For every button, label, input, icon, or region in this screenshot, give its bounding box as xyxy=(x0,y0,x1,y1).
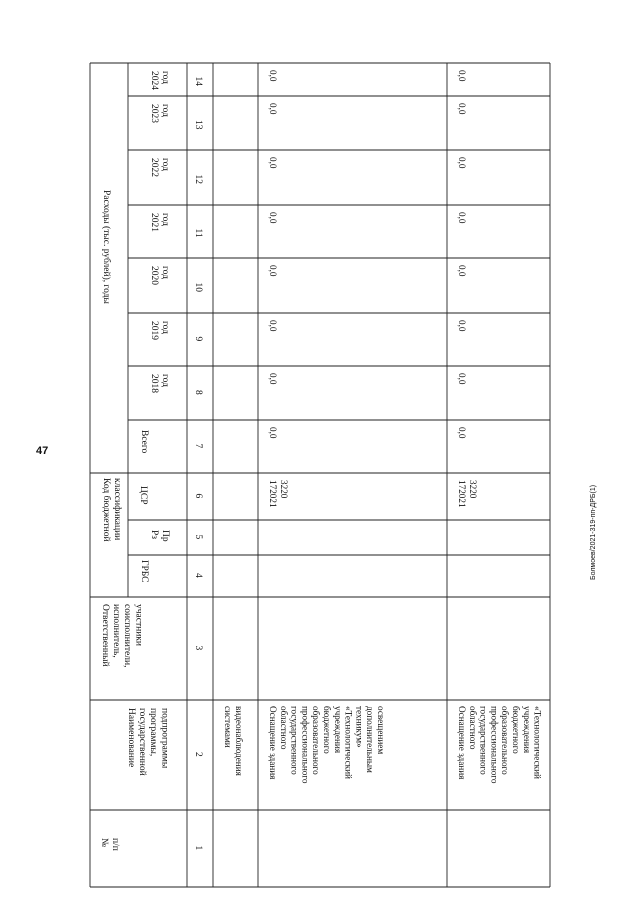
row-1-name-line: видеонаблюдения xyxy=(233,706,244,776)
row-2-name-line: освещением xyxy=(376,706,386,755)
row-3-csr-line: 172021 xyxy=(457,480,467,508)
column-number-10-line: 10 xyxy=(193,282,203,292)
header-col-number-line: п/п xyxy=(110,838,121,851)
row-3-value-col-11 xyxy=(457,212,467,224)
header-year-2019-line: 2019 xyxy=(149,321,159,340)
header-csr-line: ЦСР xyxy=(138,486,148,505)
row-3-name-line: областного xyxy=(467,706,478,750)
row-2-value-col-12 xyxy=(268,157,278,169)
row-2-name-line: Оснащение здания xyxy=(268,706,278,780)
header-year-2021-line: 2021 xyxy=(149,213,159,232)
row-2-value-col-12-line: 0,0 xyxy=(268,157,278,169)
row-2-name-line: учреждения xyxy=(332,706,343,754)
header-year-2019 xyxy=(149,321,170,340)
column-number-6-line: 6 xyxy=(193,493,203,499)
row-2-value-col-7 xyxy=(268,427,278,439)
row-2-name-line: профессионального xyxy=(300,706,311,784)
header-year-2018 xyxy=(149,374,170,393)
column-number-2 xyxy=(193,752,203,757)
row-3-value-col-12-line: 0,0 xyxy=(457,157,467,169)
row-1-name-line: системами xyxy=(223,706,233,748)
column-number-11-line: 11 xyxy=(193,228,203,238)
header-year-2022-line: 2022 xyxy=(149,158,159,177)
column-number-8 xyxy=(193,390,203,395)
column-number-6 xyxy=(193,494,203,499)
row-3-value-col-9 xyxy=(457,320,467,332)
row-3-name-line: учреждения xyxy=(521,706,532,754)
row-3-name-line: бюджетного xyxy=(511,706,521,754)
row-2-value-col-8-line: 0,0 xyxy=(268,373,278,385)
row-3-value-col-10 xyxy=(457,265,467,277)
header-col-responsible-line: исполнитель, xyxy=(111,604,122,658)
column-number-7 xyxy=(193,444,203,449)
header-year-2024-line: 2024 xyxy=(149,71,159,90)
column-number-12 xyxy=(193,175,203,185)
row-3-value-col-14 xyxy=(457,70,467,82)
column-number-5 xyxy=(193,535,203,540)
row-2-name-line: государственного xyxy=(289,706,300,775)
header-col-responsible xyxy=(100,604,143,667)
column-number-4-line: 4 xyxy=(193,573,203,578)
column-number-2-line: 2 xyxy=(193,752,203,757)
header-expenses-line: Расходы (тыс. рублей), годы xyxy=(101,190,111,304)
row-3-value-col-13-line: 0,0 xyxy=(457,103,467,115)
row-2-value-col-14-line: 0,0 xyxy=(268,70,278,82)
row-3-value-col-7 xyxy=(457,427,467,439)
column-number-13 xyxy=(193,120,203,130)
header-year-2020 xyxy=(149,266,170,285)
header-year-2023-line: 2023 xyxy=(149,104,159,123)
row-3-name-line: государственного xyxy=(478,706,489,775)
column-number-8-line: 8 xyxy=(193,390,203,395)
header-col-responsible-line: участники xyxy=(133,604,144,646)
row-3-name-line: «Технологический xyxy=(532,706,543,779)
row-2-name xyxy=(268,706,386,784)
footer-code-text: Болмоев/2021-319-пп-ДРБ(1) xyxy=(590,484,597,580)
header-col-number xyxy=(99,838,120,851)
page-number: 47 xyxy=(36,445,49,457)
row-2-value-col-8 xyxy=(268,373,278,385)
header-year-2019-line: год xyxy=(160,321,171,334)
column-number-14-line: 14 xyxy=(193,76,203,86)
row-3-name-line: образовательного xyxy=(500,706,511,775)
row-3-value-col-9-line: 0,0 xyxy=(457,320,467,332)
row-3-value-col-14-line: 0,0 xyxy=(457,70,467,82)
column-number-4 xyxy=(193,573,203,578)
header-year-2021-line: год xyxy=(160,213,171,226)
row-3-value-col-8 xyxy=(457,373,467,385)
header-col-name-line: программы, xyxy=(148,708,159,757)
row-2-value-col-11-line: 0,0 xyxy=(268,212,278,224)
row-2-name-line: областного xyxy=(278,706,289,750)
header-year-2021 xyxy=(149,213,170,232)
row-2-value-col-10-line: 0,0 xyxy=(268,265,278,277)
row-2-csr xyxy=(268,480,289,508)
row-2-csr-line: 172021 xyxy=(268,480,278,508)
header-col-name-line: государственной xyxy=(137,708,148,776)
row-2-value-col-10 xyxy=(268,265,278,277)
header-year-2023-line: год xyxy=(160,104,171,117)
header-csr xyxy=(138,486,148,504)
header-rzpr xyxy=(149,530,170,542)
header-total-line: Всего xyxy=(139,430,149,454)
row-3-value-col-13 xyxy=(457,103,467,115)
column-number-9 xyxy=(193,337,203,342)
header-budget-code-line: Код бюджетной xyxy=(101,478,111,542)
header-year-2023 xyxy=(149,104,170,123)
row-3-value-col-11-line: 0,0 xyxy=(457,212,467,224)
header-rzpr-line: Пр xyxy=(160,530,171,542)
header-budget-code-line: классификации xyxy=(112,478,123,541)
column-number-14 xyxy=(193,77,203,87)
column-number-1-line: 1 xyxy=(193,845,203,851)
column-number-9-line: 9 xyxy=(193,336,203,342)
header-col-name-line: подпрограммы xyxy=(159,708,170,769)
row-2-name-line: «Технологический xyxy=(343,706,354,779)
header-rzpr-line: Рз xyxy=(149,530,159,540)
row-2-name-line: бюджетного xyxy=(322,706,332,754)
column-number-3 xyxy=(193,646,203,651)
column-number-5-line: 5 xyxy=(193,534,203,540)
row-2-value-col-13-line: 0,0 xyxy=(268,103,278,115)
row-2-value-col-11 xyxy=(268,212,278,224)
row-2-name-line: дополнительным xyxy=(365,706,376,773)
header-col-number-line: № xyxy=(99,838,109,848)
row-3-csr xyxy=(457,480,478,508)
header-expenses xyxy=(101,190,112,304)
header-year-2020-line: год xyxy=(160,266,171,279)
header-year-2022 xyxy=(149,158,170,177)
header-col-name-line: Наименование xyxy=(126,708,136,768)
column-number-11 xyxy=(193,229,203,238)
row-3-value-col-12 xyxy=(457,157,467,169)
row-2-name-line: техникум» xyxy=(354,706,365,748)
column-number-10 xyxy=(193,283,203,293)
row-3-csr-line: 3220 xyxy=(467,480,478,499)
header-year-2024-line: год xyxy=(160,71,171,84)
header-col-responsible-line: Ответственный xyxy=(100,604,110,667)
header-total xyxy=(139,430,149,454)
column-number-3-line: 3 xyxy=(193,645,203,651)
row-2-name-line: образовательного xyxy=(311,706,322,775)
header-grbs xyxy=(139,560,149,583)
row-3-name-line: профессионального xyxy=(489,706,500,784)
column-number-1 xyxy=(193,846,203,851)
row-3-value-col-7-line: 0,0 xyxy=(457,427,467,439)
row-2-value-col-13 xyxy=(268,103,278,115)
row-3-name-line: Оснащение здания xyxy=(457,706,467,780)
row-2-value-col-14 xyxy=(268,70,278,82)
header-grbs-line: ГРБС xyxy=(139,560,149,583)
column-number-12-line: 12 xyxy=(193,174,203,184)
header-year-2018-line: 2018 xyxy=(149,374,159,393)
header-year-2024 xyxy=(149,71,170,90)
header-col-responsible-line: соисполнители, xyxy=(122,604,133,668)
row-3-value-col-10-line: 0,0 xyxy=(457,265,467,277)
row-2-value-col-9 xyxy=(268,320,278,332)
column-number-13-line: 13 xyxy=(193,120,203,130)
row-2-value-col-7-line: 0,0 xyxy=(268,427,278,439)
row-3-name xyxy=(457,706,543,784)
row-2-csr-line: 3220 xyxy=(278,480,289,499)
row-3-value-col-8-line: 0,0 xyxy=(457,373,467,385)
header-budget-code xyxy=(101,478,123,542)
column-number-7-line: 7 xyxy=(193,443,203,449)
header-year-2020-line: 2020 xyxy=(149,266,159,285)
row-1-name xyxy=(223,706,244,777)
header-col-name xyxy=(126,708,169,776)
header-year-2022-line: год xyxy=(160,158,171,171)
row-2-value-col-9-line: 0,0 xyxy=(268,320,278,332)
header-year-2018-line: год xyxy=(160,374,171,387)
